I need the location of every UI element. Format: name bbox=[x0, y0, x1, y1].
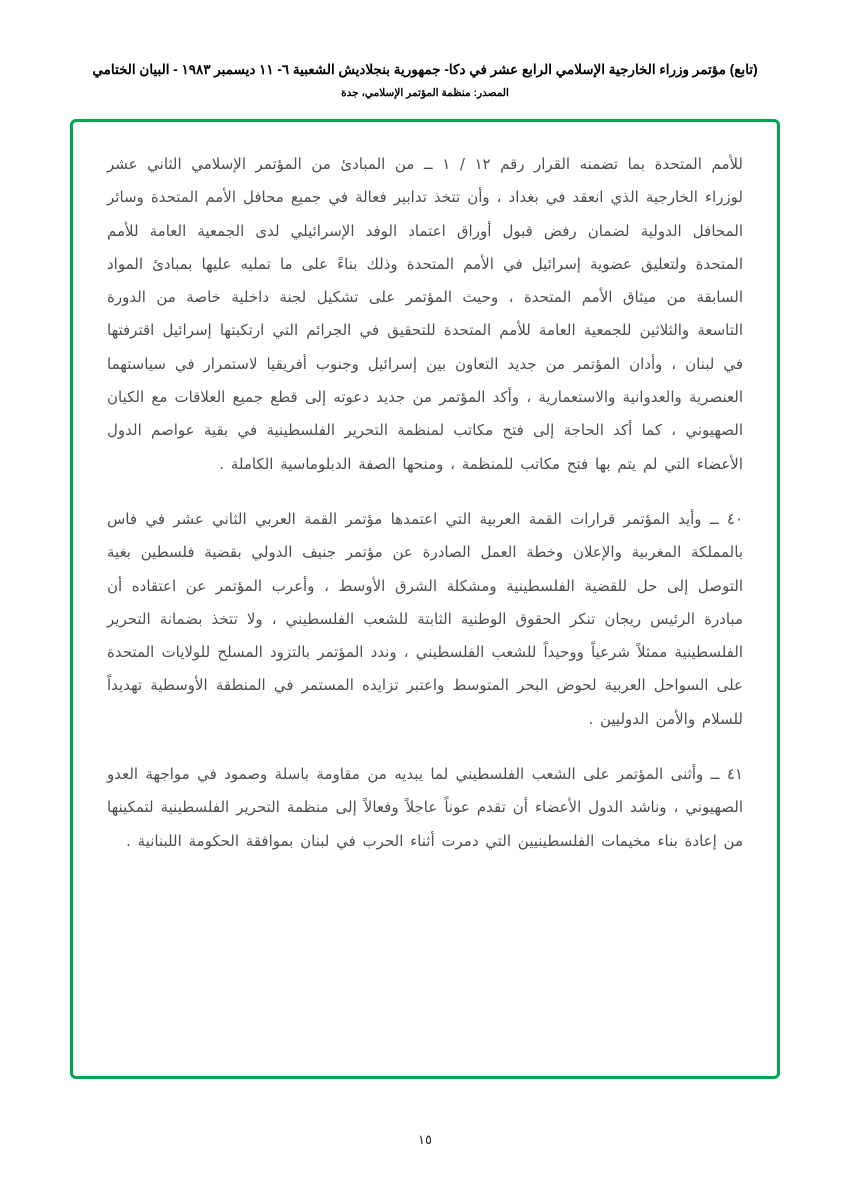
header-title: (تابع) مؤتمر وزراء الخارجية الإسلامي الرابع عشر في دكا- جمهورية بنجلاديش الشعبية ٦- ١١ ديسمبر ١٩٨٣ - البيان الختامي bbox=[92, 62, 758, 77]
paragraph-41: ٤١ ــ وأثنى المؤتمر على الشعب الفلسطيني لما يبديه من مقاومة باسلة وصمود في مواجهة العدو الصهيوني ، وناشد الدول الأعضاء أن تقدم عوناً عاجلاً وفعالاً إلى منظمة التحرير الفلسطينية لتمكينها من إعادة بناء مخيمات الفلسطينيين التي دمرت أثناء الحرب في لبنان بموافقة الحكومة اللبنانية . bbox=[107, 764, 743, 850]
header-source: المصدر: منظمة المؤتمر الإسلامي، جدة bbox=[341, 87, 509, 100]
paragraph-continuation: للأمم المتحدة بما تضمنه القرار رقم ١٢ / ١ ــ من المبادئ من المؤتمر الإسلامي الثاني عشر لوزراء الخارجية الذي انعقد في بغداد ، وأن تتخذ تدابير فعالة في جميع محافل الأمم المتحدة وسائر المحافل الدولية لضمان رفض قبول أوراق اعتماد الوفد الإسرائيلي لدى الجمعية العامة للأمم المتحدة ولتعليق عضوية إسرائيل في الأمم المتحدة وذلك بناءً على ما تمليه عليها بمبادئ المواد السابقة من ميثاق الأمم المتحدة ، وحيث المؤتمر على تشكيل لجنة داخلية خاصة من الدورة التاسعة والثلاثين للجمعية العامة للأمم المتحدة للتحقيق في الجرائم التي ارتكبتها إسرائيل اقترفتها في لبنان ، وأدان المؤتمر من جديد التعاون بين إسرائيل وجنوب أفريقيا لاستمرار في سياستهما العنصرية والعدوانية والاستعمارية ، وأكد المؤتمر من جديد دعوته إلى قطع جميع العلاقات مع الكيان الصهيوني ، كما أكد الحاجة إلى فتح مكاتب لمنظمة التحرير الفلسطينية في بقية عواصم الدول الأعضاء التي لم يتم بها فتح مكاتب للمنظمة ، ومنحها الصفة الدبلوماسية الكاملة . bbox=[107, 154, 744, 473]
document-body bbox=[107, 148, 743, 858]
page-number: ١٥ bbox=[418, 1133, 432, 1148]
document-frame bbox=[70, 119, 780, 1079]
paragraph-40: ٤٠ ــ وأيد المؤتمر قرارات القمة العربية التي اعتمدها مؤتمر القمة العربي الثاني عشر في فاس بالمملكة المغربية والإعلان وخطة العمل الصادرة عن مؤتمر جنيف الدولي بقضية فلسطين بغية التوصل إلى حل للقضية الفلسطينية ومشكلة الشرق الأوسط ، وأعرب المؤتمر عن اعتقاده أن مبادرة الرئيس ريجان تنكر الحقوق الوطنية الثابتة للشعب الفلسطيني ، ولا تتخذ بضمانة التحرير الفلسطينية ممثلاً شرعياً ووحيداً للشعب الفلسطيني ، وندد المؤتمر بالتزود المسلح للولايات المتحدة على السواحل العربية لحوض البحر المتوسط واعتبر تزايده المستمر في المنطقة الأوسطية تهديداً للسلام والأمن الدوليين . bbox=[107, 509, 743, 728]
page-header bbox=[70, 60, 780, 101]
